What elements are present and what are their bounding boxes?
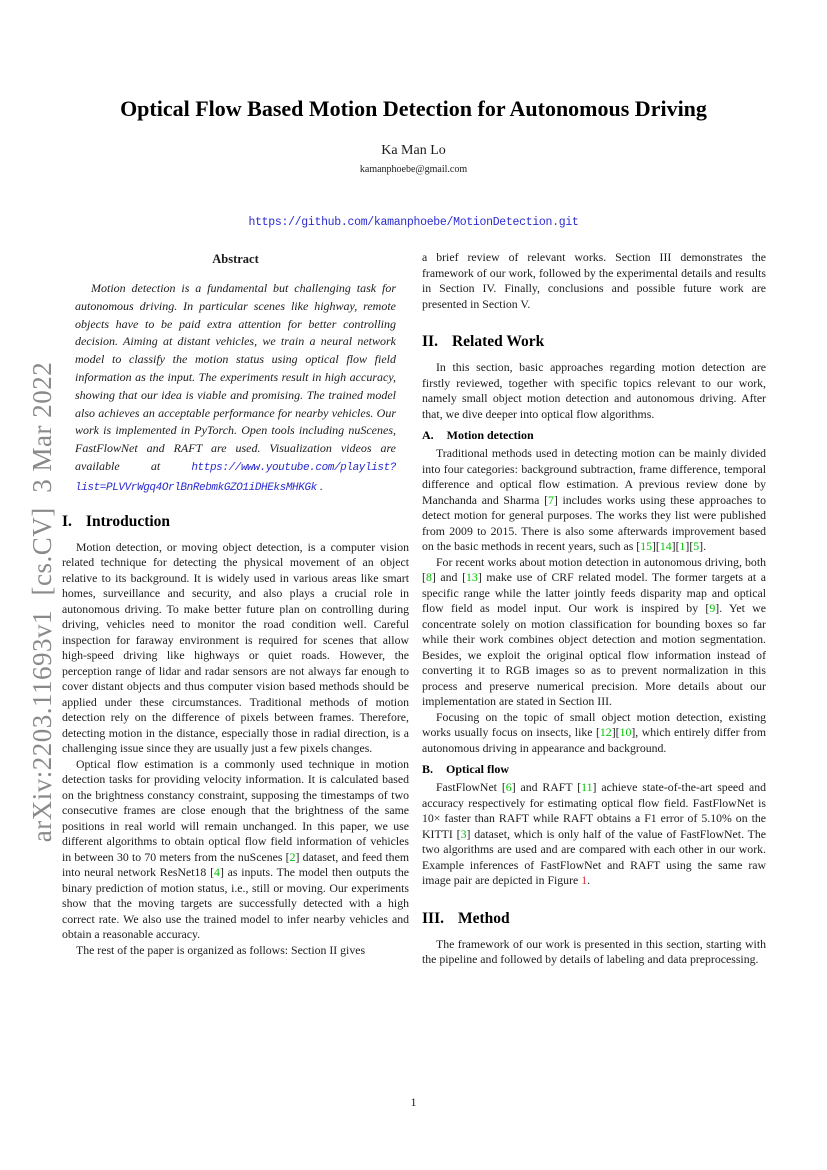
citation-link[interactable]: 3 (460, 826, 467, 841)
subsection-heading-motion-detection (422, 428, 766, 443)
text-run: Traditional methods used in detecting motion can be mainly divided into four categories: background subtraction, frame difference, temporal difference and optical flow estimation. A previous review done by Manchanda and Sharma [ (422, 446, 766, 507)
subsection-title: Motion detection (446, 428, 534, 442)
citation-link[interactable]: 15 (640, 539, 652, 553)
section-title: Related Work (451, 333, 545, 350)
text-run: ][ (671, 539, 680, 553)
paragraph: In this section, basic approaches regarding motion detection are firstly reviewed, together with specific topics relevant to our work, namely small object motion detection and autonomous driving. After that, we dive deeper into optical flow algorithms. (422, 360, 766, 421)
section-number: II. (422, 333, 438, 350)
left-column (62, 250, 409, 958)
citation-link[interactable]: 5 (693, 539, 700, 553)
text-run: ][ (685, 539, 694, 553)
text-run: ][ (611, 725, 620, 739)
text-run: For recent works about motion detection in autonomous driving, both [ (422, 554, 766, 584)
page-footer (0, 1095, 827, 1110)
citation-link[interactable]: 7 (548, 492, 554, 507)
text-run: Motion detection is a fundamental but challenging task for autonomous driving. In particular scenes like highway, remote objects have to be paid extra attention for better controlling decision. Aiming at distant vehicles, we train a neural network model to classify the motion status using optical flow field information as the input. The experiments result in high accuracy, showing that our idea is viable and promising. The trained model also achieves an acceptable performance for nearby vehicles. Our work is implemented in PyTorch. Open tools including nuScenes, FastFlowNet and RAFT are used. Visualization videos are available at (75, 281, 396, 473)
citation-link[interactable]: 4 (214, 865, 220, 880)
paper-header (0, 0, 827, 230)
section-heading-introduction (62, 513, 409, 531)
text-run: ] and RAFT [ (511, 780, 582, 794)
text-run: ] as inputs. The model then outputs the binary prediction of motion status, i.e., still or moving. Our experiments show that the moving targets are successfully detected with a high correct rate. We also use the trained model to infer nearby vehicles and obtain a reasonable accuracy. (62, 865, 409, 942)
subsection-number: A. (422, 428, 434, 442)
figure-ref-link[interactable]: 1 (581, 873, 588, 887)
text-run: ] and [ (431, 570, 467, 584)
text-run: ] includes works using these approaches to detect motion for general purposes. The works they list were published from 2009 to 2015. There is also some afterwards improvement based on the basic methods in recent years, such as [ (422, 492, 767, 553)
section-number: III. (422, 909, 444, 927)
right-column (422, 250, 766, 968)
paragraph (422, 555, 766, 710)
text-run: ], which entirely differ from autonomous driving in appearance and background. (422, 725, 766, 755)
url-link[interactable]: https://www.youtube.com/playlist?list=PLVVrWgq4OrlBnRebmkGZO1iDHEksMHKGk (75, 461, 396, 494)
subsection-heading-optical-flow (422, 762, 766, 777)
text-run: ]. (699, 539, 707, 553)
section-heading-method (422, 910, 766, 928)
text-run: Optical flow estimation is a commonly used technique in motion detection tasks for providing velocity information. It is calculated based on the brightness constancy constraint, supposing the timestamps of two consecutive frames are close enough that the brightness of the same positions in real world will remain unchanged. In this paper, we use different algorithms to obtain optical flow field information of vehicles in between 30 to 70 meters from the nuScenes [ (62, 756, 409, 864)
citation-link[interactable]: 11 (581, 780, 593, 794)
page-number: 1 (410, 1095, 417, 1109)
paragraph: Motion detection, or moving object detection, is a computer vision related technique for detecting the physical movement of an object relative to its background. It is widely used in various areas like smart homes, surveillance and security, and also plays a crucial role in autonomous driving. To make better future plan on controlling during driving, vehicles need to monitor the road condition well. Careful inspection for faraway environment is required for scenes that allow high-speed driving like highways or quiet roads. However, the perception range of lidar and radar sensors are not always far enough to cover distant objects and thus computer vision based methods should be applied under these circumstances. Traditional methods of motion detection rely on the difference of pixels between frames. Therefore, detecting motion in the distance, especially those in radial direction, is a challenging issue since they are usually just a few pixels changes. (62, 539, 409, 756)
text-run: . (316, 478, 323, 493)
section-heading-related-work (422, 333, 766, 351)
text-run: . (587, 873, 591, 887)
arxiv-watermark: arXiv:2203.11693v1 [cs.CV] 3 Mar 2022 (27, 361, 57, 843)
section-title: Introduction (85, 512, 171, 530)
paragraph (422, 710, 766, 757)
text-run: ] dataset, and feed them into neural network ResNet18 [ (62, 849, 409, 880)
citation-link[interactable]: 10 (619, 725, 632, 739)
citation-link[interactable]: 12 (599, 725, 612, 739)
text-run: ] make use of CRF related model. The former targets at a specific range while the latter jointly feeds disparity map and optical flow field as model input. Our work is inspired by [ (422, 570, 766, 615)
text-run: Focusing on the topic of small object motion detection, existing works usually focus on insects, like [ (422, 709, 766, 739)
text-run: ]. Yet we concentrate solely on motion classification for bounding boxes so far while their work combines object detection and motion segmentation. Besides, we exploit the original optical flow information instead of converting it to RGB images so as to prevent normalization in this process and preserve numerical precision. More details about our implementation are stated in Section III. (422, 601, 766, 708)
citation-link[interactable]: 2 (289, 849, 296, 864)
subsection-title: Optical flow (446, 762, 510, 776)
text-run: ] achieve state-of-the-art speed and accuracy respectively for estimating optical flow field. FastFlowNet is 10× faster than RAFT while RAFT obtains a F1 error of 5.10% on the KITTI [ (422, 780, 766, 841)
paragraph (422, 446, 766, 555)
citation-link[interactable]: 9 (709, 601, 716, 615)
text-run: ] dataset, which is only half of the value of FastFlowNet. The two algorithms are used and are compared with each other in our work. Example inferences of FastFlowNet and RAFT using the same raw image pair are depicted in Figure (422, 826, 766, 887)
paragraph (422, 780, 766, 889)
citation-link[interactable]: 14 (659, 539, 672, 553)
text-run: ][ (651, 539, 660, 553)
section-title: Method (457, 909, 510, 927)
author-email: kamanphoebe@gmail.com (359, 164, 468, 175)
text-run: FastFlowNet [ (436, 780, 506, 794)
subsection-number: B. (422, 762, 434, 776)
author-name: Ka Man Lo (381, 143, 446, 158)
citation-link[interactable]: 1 (679, 539, 686, 553)
paper-title: Optical Flow Based Motion Detection for Autonomous Driving (120, 96, 707, 121)
paragraph: The rest of the paper is organized as follows: Section II gives (76, 942, 366, 957)
paragraph (62, 757, 409, 943)
abstract-heading: Abstract (212, 252, 259, 266)
paragraph: a brief review of relevant works. Section III demonstrates the framework of our work, followed by the experimental details and results in Section IV. Finally, conclusions and possible future work are presented in Section V. (422, 250, 766, 311)
abstract-text (75, 280, 396, 498)
paragraph: The framework of our work is presented in this section, starting with the pipeline and followed by details of labeling and data preprocessing. (422, 936, 766, 966)
citation-link[interactable]: 6 (505, 780, 512, 794)
section-number: I. (62, 512, 72, 530)
citation-link[interactable]: 8 (425, 570, 432, 584)
citation-link[interactable]: 13 (466, 570, 478, 584)
repo-link[interactable]: https://github.com/kamanphoebe/MotionDetection.git (248, 216, 579, 229)
